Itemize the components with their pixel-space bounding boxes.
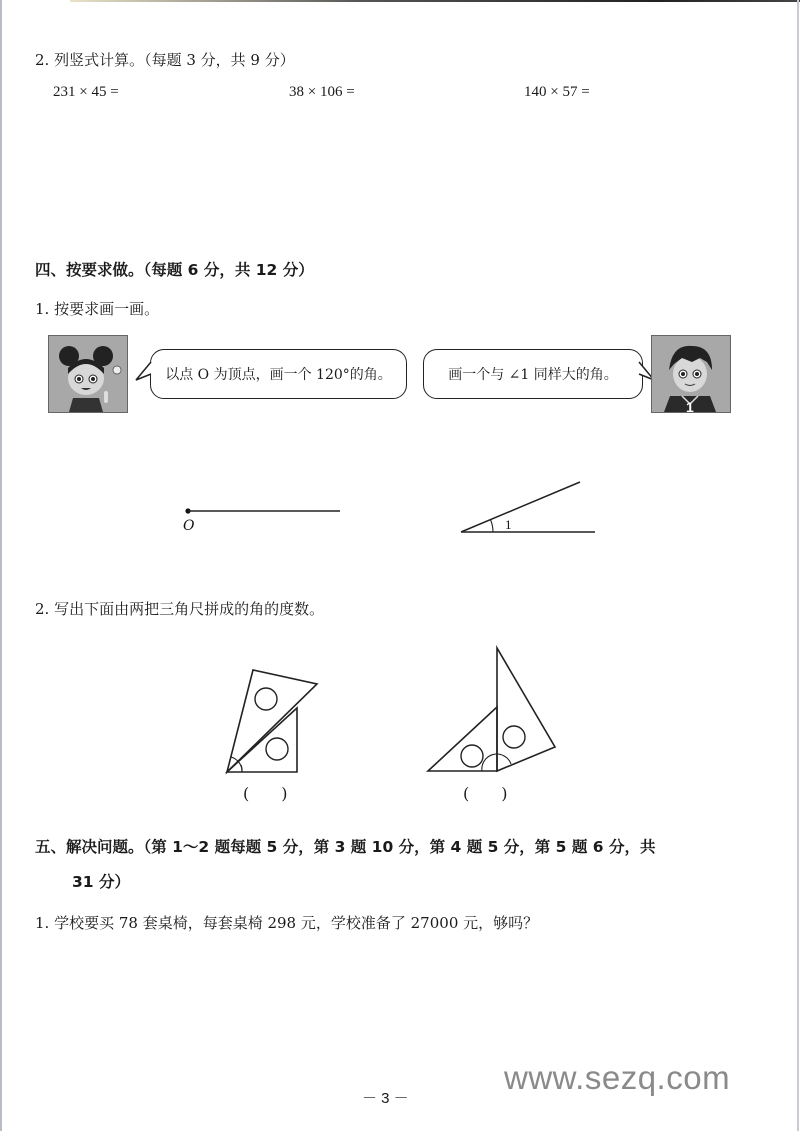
set-square-figure-2 — [425, 645, 560, 775]
scan-edge-left — [0, 0, 2, 1131]
angle-1-figure — [455, 478, 605, 538]
section-heading-5-line1: 五、解决问题。（第 1～2 题每题 5 分，第 3 题 10 分，第 4 题 5 分，第 5 题 6 分，共 — [35, 838, 656, 856]
section-heading-4: 四、按要求做。（每题 6 分，共 12 分） — [35, 261, 314, 279]
speech-bubble-boy — [423, 349, 643, 399]
speech-bubble-girl — [150, 349, 407, 399]
girl-illustration — [49, 336, 127, 412]
question-desks-chairs: 1. 学校要买 78 套桌椅，每套桌椅 298 元，学校准备了 27000 元，够吗？ — [35, 914, 539, 932]
angle-1-label: 1 — [505, 517, 512, 532]
set-square-figure-1 — [215, 662, 325, 777]
expression-1: 231 × 45 = — [53, 84, 119, 100]
watermark: www.sezq.com — [504, 1059, 731, 1096]
question-title-vertical-calc: 2. 列竖式计算。（每题 3 分，共 9 分） — [35, 51, 295, 69]
lightbulb-icon — [113, 366, 121, 374]
expression-3: 140 × 57 = — [524, 84, 590, 100]
angle-arc — [491, 520, 494, 532]
girl-avatar — [48, 335, 128, 413]
question-title-draw: 1. 按要求画一画。 — [35, 300, 160, 318]
speech-text-girl: 以点 O 为顶点，画一个 120°的角。 — [165, 367, 392, 383]
speech-tail-girl — [134, 360, 154, 384]
point-o-label: O — [183, 518, 195, 534]
answer-blank-2[interactable]: ( ) — [463, 784, 508, 803]
scan-edge-top — [70, 0, 800, 2]
question-title-triangle-angles: 2. 写出下面由两把三角尺拼成的角的度数。 — [35, 600, 325, 618]
page-number: － 3 － — [362, 1090, 409, 1107]
scan-edge-right — [797, 0, 799, 1131]
boy-avatar — [651, 335, 731, 413]
ray-from-point-o — [180, 500, 350, 535]
section-heading-5-line2: 31 分） — [72, 873, 130, 891]
jersey-number: 1 — [686, 399, 694, 412]
answer-blank-1[interactable]: ( ) — [243, 784, 288, 803]
expression-2: 38 × 106 = — [289, 84, 355, 100]
boy-illustration — [652, 336, 730, 412]
speech-text-boy: 画一个与 ∠1 同样大的角。 — [448, 367, 618, 383]
